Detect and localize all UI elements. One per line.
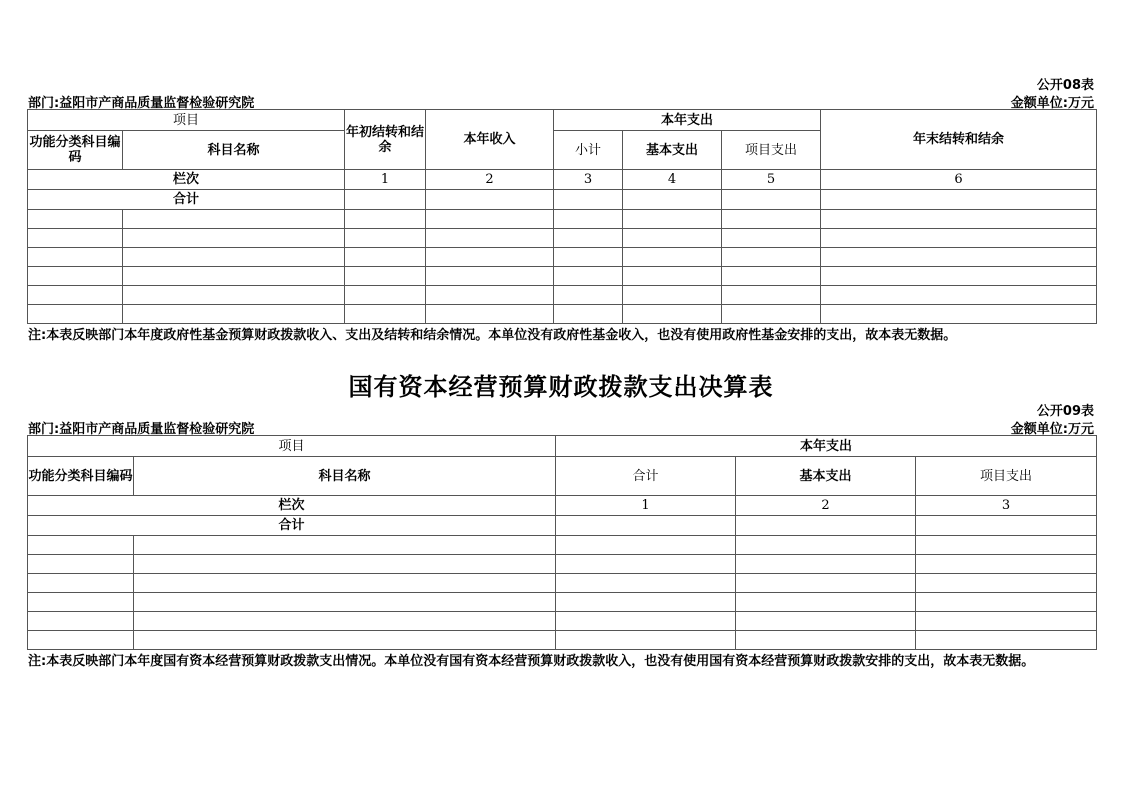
header-item: 项目: [28, 110, 345, 131]
header-project: 项目支出: [916, 457, 1097, 496]
column-number: 1: [345, 170, 426, 190]
table-row: [28, 305, 1097, 324]
unit-label: 金额单位:万元: [1010, 96, 1094, 111]
header-item: 项目: [28, 436, 556, 457]
header-subject-name: 科目名称: [134, 457, 556, 496]
table-note: 注:本表反映部门本年度国有资本经营预算财政拨款支出情况。本单位没有国有资本经营预算财政拨款收入，也没有使用国有资本经营预算财政拨款安排的支出，故本表无数据。: [28, 654, 1035, 669]
table-row: [28, 631, 1097, 650]
table-row: [28, 612, 1097, 631]
column-number: 2: [426, 170, 554, 190]
header-total: 合计: [556, 457, 736, 496]
page-title: 国有资本经营预算财政拨款支出决算表: [348, 373, 774, 401]
header-expense: 本年支出: [554, 110, 821, 131]
header-expense: 本年支出: [556, 436, 1097, 457]
table-note: 注:本表反映部门本年度政府性基金预算财政拨款收入、支出及结转和结余情况。本单位没有政府性基金收入，也没有使用政府性基金安排的支出，故本表无数据。: [28, 328, 957, 343]
table-row: [28, 574, 1097, 593]
header-project: 项目支出: [722, 131, 821, 170]
column-index-label: 栏次: [28, 170, 345, 190]
unit-label: 金额单位:万元: [1010, 422, 1094, 437]
column-number: 3: [916, 496, 1097, 516]
table-row: [28, 536, 1097, 555]
fund-table: [27, 109, 1097, 324]
header-func-code: 功能分类科目编码: [28, 457, 134, 496]
header-carryover-begin: 年初结转和结余: [345, 110, 426, 170]
table-code: 公开09表: [1036, 404, 1094, 419]
total-row: [28, 190, 1097, 210]
column-number: 2: [736, 496, 916, 516]
total-label: 合计: [28, 190, 345, 210]
total-row: [28, 516, 1097, 536]
header-income: 本年收入: [426, 110, 554, 170]
column-number: 6: [821, 170, 1097, 190]
table-row: [28, 248, 1097, 267]
column-number: 5: [722, 170, 821, 190]
table-row: [28, 229, 1097, 248]
department-label: 部门:益阳市产商品质量监督检验研究院: [28, 96, 255, 111]
table-code: 公开08表: [1036, 78, 1094, 93]
header-subject-name: 科目名称: [123, 131, 345, 170]
table-row: [28, 555, 1097, 574]
table-row: [28, 286, 1097, 305]
table-row: [28, 210, 1097, 229]
capital-table: [27, 435, 1097, 650]
column-number: 4: [623, 170, 722, 190]
column-number: 3: [554, 170, 623, 190]
header-carryover-end: 年末结转和结余: [821, 110, 1097, 170]
column-index-label: 栏次: [28, 496, 556, 516]
total-label: 合计: [28, 516, 556, 536]
header-func-code: 功能分类科目编码: [28, 131, 123, 170]
header-subtotal: 小计: [554, 131, 623, 170]
header-basic: 基本支出: [623, 131, 722, 170]
column-number: 1: [556, 496, 736, 516]
table-row: [28, 593, 1097, 612]
department-label: 部门:益阳市产商品质量监督检验研究院: [28, 422, 255, 437]
header-basic: 基本支出: [736, 457, 916, 496]
table-row: [28, 267, 1097, 286]
